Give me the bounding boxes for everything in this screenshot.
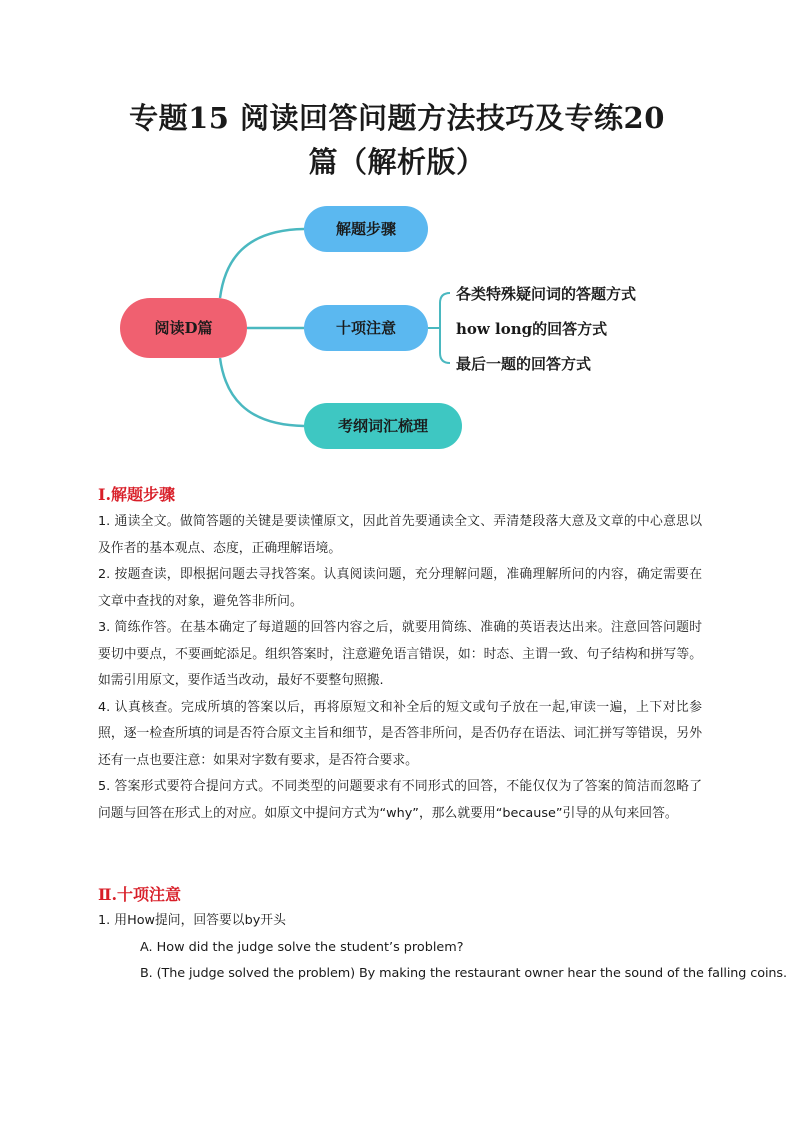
- branch-label-2: 十项注意: [335, 319, 397, 337]
- section-2-body: [98, 908, 787, 988]
- sub-branch-label-3: 最后一题的回答方式: [456, 355, 592, 373]
- step-4-paragraph: 4. 认真核查。完成所填的答案以后，再将原短文和补全后的短文或句子放在一起,审读一遍，上下对比参照，逐一检查所填的词是否符合原文主旨和细节，是否答非所问，是否仍存在语法、词汇拼写等错误，另外还有一点也要注意：如果对字数有要求，是否符合要求。: [98, 699, 702, 768]
- sub-branch-bracket: [440, 293, 450, 363]
- step-2-paragraph: 2. 按题查读，即根据问题去寻找答案。认真阅读问题，充分理解问题，准确理解所问的内容，确定需要在文章中查找的对象，避免答非所问。: [98, 567, 702, 609]
- section-2-heading: Ⅱ.十项注意: [98, 885, 182, 904]
- title-line-2: 篇（解析版）: [308, 145, 486, 179]
- mind-map: [0, 0, 794, 470]
- step-3-paragraph: 3. 简练作答。在基本确定了每道题的回答内容之后，就要用简练、准确的英语表达出来。注意回答问题时要切中要点，不要画蛇添足。组织答案时，注意避免语言错误，如：时态、主谓一致、句子结构和拼写等。如需引用原文，要作适当改动，最好不要整句照搬.: [98, 620, 702, 688]
- branch-label-3: 考纲词汇梳理: [337, 417, 429, 435]
- step-5-paragraph: 5. 答案形式要符合提问方式。不同类型的问题要求有不同形式的回答，不能仅仅为了答案的简洁而忽略了问题与回答在形式上的对应。如原文中提问方式为“why”，那么就要用“because”引导的从句来回答。: [98, 779, 702, 821]
- step-1-paragraph: 1. 通读全文。做简答题的关键是要读懂原文，因此首先要通读全文、弄清楚段落大意及文章的中心意思以及作者的基本观点、态度，正确理解语境。: [98, 514, 702, 556]
- sub-branch-label-1: 各类特殊疑问词的答题方式: [456, 285, 637, 303]
- branch-label-1: 解题步骤: [335, 220, 397, 238]
- connector-to-branch-1: [220, 229, 304, 298]
- section-1-heading: Ⅰ.解题步骤: [98, 485, 176, 504]
- title-line-1: 专题15 阅读回答问题方法技巧及专练20: [129, 101, 665, 135]
- example-b: B. (The judge solved the problem) By making the restaurant owner hear the sound of the falling coins.: [140, 966, 787, 981]
- center-node-label: 阅读D篇: [154, 319, 213, 337]
- example-a: A. How did the judge solve the student’s problem?: [140, 939, 464, 955]
- sub-branch-label-2: how long的回答方式: [456, 320, 608, 338]
- section-1-body: [98, 509, 702, 827]
- connector-to-branch-3: [220, 358, 304, 426]
- note-1-item: 1. 用How提问，回答要以by开头: [98, 913, 286, 928]
